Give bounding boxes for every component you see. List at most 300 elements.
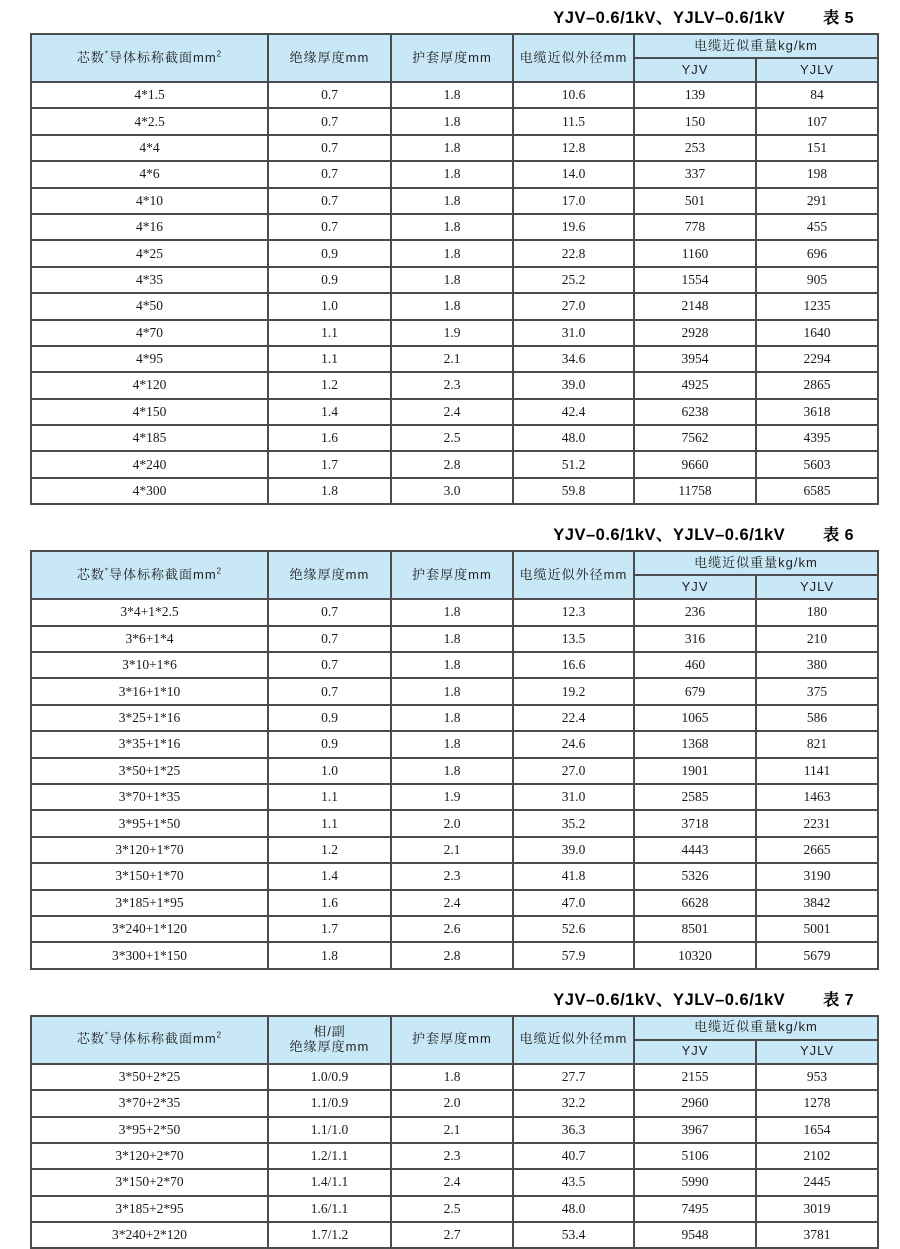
table-cell: 1.8 <box>391 108 513 134</box>
table-cell: 1.4 <box>268 399 391 425</box>
table-cell: 3*120+1*70 <box>31 837 268 863</box>
table-cell: 22.8 <box>513 240 634 266</box>
table-row <box>31 837 878 863</box>
table-cell: 0.9 <box>268 240 391 266</box>
table-cell: 1554 <box>634 267 756 293</box>
table-cell: 198 <box>756 161 878 187</box>
table-cell: 1.8 <box>391 1064 513 1090</box>
table-cell: 151 <box>756 135 878 161</box>
table-cell: 1.7/1.2 <box>268 1222 391 1248</box>
table-cell: 1.2/1.1 <box>268 1143 391 1169</box>
table-cell: 4443 <box>634 837 756 863</box>
table-row <box>31 626 878 652</box>
table-row <box>31 758 878 784</box>
spec-table-6 <box>30 550 879 969</box>
table-cell: 1.6 <box>268 425 391 451</box>
table-cell: 27.7 <box>513 1064 634 1090</box>
col-header-spec: 芯数*导体标称截面$mm^2$ <box>31 551 268 599</box>
table-cell: 3618 <box>756 399 878 425</box>
table-row <box>31 1090 878 1116</box>
table-cell: 460 <box>634 652 756 678</box>
table-cell: 4*120 <box>31 372 268 398</box>
table-cell: 19.6 <box>513 214 634 240</box>
table-cell: 27.0 <box>513 293 634 319</box>
spec-table-7 <box>30 1015 879 1249</box>
table-row <box>31 82 878 108</box>
table-cell: 1.8 <box>391 267 513 293</box>
table-row <box>31 267 878 293</box>
table-cell: 3*150+2*70 <box>31 1169 268 1195</box>
table-cell: 0.7 <box>268 626 391 652</box>
table-cell: 1141 <box>756 758 878 784</box>
col-header-weight-group: 电缆近似重量kg/km <box>634 34 878 58</box>
table-block-7 <box>0 986 900 1249</box>
table-cell: 3*95+2*50 <box>31 1117 268 1143</box>
table-cell: 696 <box>756 240 878 266</box>
table-cell: 3190 <box>756 863 878 889</box>
table-cell: 5990 <box>634 1169 756 1195</box>
table-cell: 2.3 <box>391 1143 513 1169</box>
table-cell: 32.2 <box>513 1090 634 1116</box>
table-cell: 39.0 <box>513 837 634 863</box>
table-cell: 12.8 <box>513 135 634 161</box>
col-header-spec: 芯数*导体标称截面$mm^2$ <box>31 1016 268 1064</box>
table-cell: 53.4 <box>513 1222 634 1248</box>
table-cell: 2.7 <box>391 1222 513 1248</box>
table-cell: 2148 <box>634 293 756 319</box>
table-cell: 3*25+1*16 <box>31 705 268 731</box>
table-cell: 35.2 <box>513 810 634 836</box>
table-cell: 1.0/0.9 <box>268 1064 391 1090</box>
table-cell: 2.3 <box>391 863 513 889</box>
col-header-weight-group: 电缆近似重量kg/km <box>634 1016 878 1040</box>
table-cell: 2294 <box>756 346 878 372</box>
table-cell: 3781 <box>756 1222 878 1248</box>
table-cell: 1368 <box>634 731 756 757</box>
table-cell: 57.9 <box>513 942 634 968</box>
table-cell: 41.8 <box>513 863 634 889</box>
table-cell: 905 <box>756 267 878 293</box>
table-body <box>31 1064 878 1249</box>
table-cell: 4*16 <box>31 214 268 240</box>
table-row <box>31 1143 878 1169</box>
table-row <box>31 293 878 319</box>
table-cell: 316 <box>634 626 756 652</box>
col-header-sheath: 护套厚度mm <box>391 1016 513 1064</box>
table-cell: 0.7 <box>268 135 391 161</box>
table-cell: 2231 <box>756 810 878 836</box>
table-row <box>31 678 878 704</box>
table-cell: 19.2 <box>513 678 634 704</box>
table-row <box>31 161 878 187</box>
table-cell: 2.6 <box>391 916 513 942</box>
table-cell: 1.8 <box>391 293 513 319</box>
table-cell: 2585 <box>634 784 756 810</box>
table-cell: 5679 <box>756 942 878 968</box>
table-cell: 586 <box>756 705 878 731</box>
table-cell: 1065 <box>634 705 756 731</box>
col-header-sheath: 护套厚度mm <box>391 551 513 599</box>
table-cell: 1.1 <box>268 810 391 836</box>
table-title: YJV–0.6/1kV、YJLV–0.6/1kV <box>553 9 786 27</box>
table-cell: 24.6 <box>513 731 634 757</box>
table-row <box>31 320 878 346</box>
table-cell: 6585 <box>756 478 878 504</box>
table-cell: 0.9 <box>268 731 391 757</box>
table-cell: 3*185+1*95 <box>31 890 268 916</box>
table-cell: 6238 <box>634 399 756 425</box>
table-heading <box>0 986 900 1008</box>
table-row <box>31 478 878 504</box>
table-cell: 1.1/0.9 <box>268 1090 391 1116</box>
col-header-yjlv: YJLV <box>756 58 878 82</box>
table-cell: 3*50+1*25 <box>31 758 268 784</box>
col-header-yjlv: YJLV <box>756 1040 878 1064</box>
table-cell: 0.7 <box>268 82 391 108</box>
table-row <box>31 890 878 916</box>
table-cell: 43.5 <box>513 1169 634 1195</box>
table-cell: 10320 <box>634 942 756 968</box>
table-cell: 1.7 <box>268 916 391 942</box>
table-cell: 17.0 <box>513 188 634 214</box>
table-cell: 501 <box>634 188 756 214</box>
table-cell: 1.8 <box>391 678 513 704</box>
table-cell: 9548 <box>634 1222 756 1248</box>
table-cell: 4*6 <box>31 161 268 187</box>
table-cell: 2445 <box>756 1169 878 1195</box>
col-header-diameter: 电缆近似外径mm <box>513 1016 634 1064</box>
table-cell: 4*185 <box>31 425 268 451</box>
table-cell: 1.8 <box>268 478 391 504</box>
table-cell: 3*6+1*4 <box>31 626 268 652</box>
col-header-yjlv: YJLV <box>756 575 878 599</box>
table-cell: 0.9 <box>268 705 391 731</box>
table-cell: 7495 <box>634 1196 756 1222</box>
col-header-diameter: 电缆近似外径mm <box>513 34 634 82</box>
table-cell: 4*150 <box>31 399 268 425</box>
table-cell: 11.5 <box>513 108 634 134</box>
table-cell: 1.2 <box>268 372 391 398</box>
table-cell: 3*150+1*70 <box>31 863 268 889</box>
col-header-diameter: 电缆近似外径mm <box>513 551 634 599</box>
table-header <box>31 551 878 599</box>
table-cell: 47.0 <box>513 890 634 916</box>
table-cell: 1463 <box>756 784 878 810</box>
table-row <box>31 451 878 477</box>
table-cell: 13.5 <box>513 626 634 652</box>
table-cell: 107 <box>756 108 878 134</box>
table-cell: 1.6/1.1 <box>268 1196 391 1222</box>
table-cell: 1.1 <box>268 784 391 810</box>
table-cell: 1160 <box>634 240 756 266</box>
table-cell: 0.7 <box>268 214 391 240</box>
table-cell: 253 <box>634 135 756 161</box>
table-cell: 3954 <box>634 346 756 372</box>
table-cell: 4*2.5 <box>31 108 268 134</box>
table-cell: 3.0 <box>391 478 513 504</box>
table-cell: 2.8 <box>391 451 513 477</box>
table-cell: 5326 <box>634 863 756 889</box>
table-row <box>31 705 878 731</box>
table-cell: 5001 <box>756 916 878 942</box>
table-row <box>31 240 878 266</box>
table-heading <box>0 521 900 543</box>
table-cell: 1.8 <box>391 705 513 731</box>
col-header-spec: 芯数*导体标称截面$mm^2$ <box>31 34 268 82</box>
col-header-yjv: YJV <box>634 1040 756 1064</box>
table-cell: 4925 <box>634 372 756 398</box>
table-cell: 1.8 <box>391 652 513 678</box>
table-cell: 6628 <box>634 890 756 916</box>
table-cell: 1.4/1.1 <box>268 1169 391 1195</box>
table-row <box>31 372 878 398</box>
table-row <box>31 1222 878 1248</box>
table-cell: 1.9 <box>391 320 513 346</box>
table-cell: 3*185+2*95 <box>31 1196 268 1222</box>
table-row <box>31 346 878 372</box>
table-cell: 2.4 <box>391 399 513 425</box>
table-cell: 3*240+1*120 <box>31 916 268 942</box>
table-cell: 22.4 <box>513 705 634 731</box>
table-cell: 821 <box>756 731 878 757</box>
table-cell: 3*35+1*16 <box>31 731 268 757</box>
table-cell: 236 <box>634 599 756 625</box>
table-cell: 4*4 <box>31 135 268 161</box>
table-cell: 1278 <box>756 1090 878 1116</box>
table-title: YJV–0.6/1kV、YJLV–0.6/1kV <box>553 526 786 545</box>
table-cell: 3*70+1*35 <box>31 784 268 810</box>
table-cell: 375 <box>756 678 878 704</box>
table-cell: 1.7 <box>268 451 391 477</box>
table-cell: 2.0 <box>391 810 513 836</box>
table-row <box>31 1196 878 1222</box>
table-cell: 0.9 <box>268 267 391 293</box>
table-row <box>31 784 878 810</box>
table-cell: 3718 <box>634 810 756 836</box>
table-cell: 3*120+2*70 <box>31 1143 268 1169</box>
table-row <box>31 599 878 625</box>
table-cell: 0.7 <box>268 108 391 134</box>
table-cell: 3*50+2*25 <box>31 1064 268 1090</box>
table-cell: 139 <box>634 82 756 108</box>
table-row <box>31 731 878 757</box>
table-cell: 2665 <box>756 837 878 863</box>
table-cell: 337 <box>634 161 756 187</box>
table-cell: 48.0 <box>513 1196 634 1222</box>
table-row <box>31 188 878 214</box>
table-cell: 1.8 <box>391 135 513 161</box>
table-heading <box>0 4 900 26</box>
table-cell: 4*1.5 <box>31 82 268 108</box>
table-cell: 380 <box>756 652 878 678</box>
table-cell: 1.8 <box>391 188 513 214</box>
table-cell: 150 <box>634 108 756 134</box>
table-cell: 12.3 <box>513 599 634 625</box>
table-cell: 1.8 <box>391 758 513 784</box>
table-cell: 59.8 <box>513 478 634 504</box>
table-row <box>31 1117 878 1143</box>
table-block-6 <box>0 521 900 969</box>
table-cell: 1.1/1.0 <box>268 1117 391 1143</box>
table-row <box>31 1169 878 1195</box>
table-cell: 3*240+2*120 <box>31 1222 268 1248</box>
col-header-insulation: 绝缘厚度mm <box>268 34 391 82</box>
table-cell: 1.6 <box>268 890 391 916</box>
table-row <box>31 916 878 942</box>
table-cell: 2.5 <box>391 425 513 451</box>
table-block-5 <box>0 4 900 505</box>
table-row <box>31 399 878 425</box>
table-row <box>31 214 878 240</box>
table-cell: 31.0 <box>513 320 634 346</box>
table-cell: 1.8 <box>268 942 391 968</box>
table-number: 表 6 <box>823 527 854 545</box>
table-cell: 2155 <box>634 1064 756 1090</box>
table-header <box>31 1016 878 1064</box>
col-header-weight-group: 电缆近似重量kg/km <box>634 551 878 575</box>
table-cell: 2.4 <box>391 1169 513 1195</box>
table-cell: 4*35 <box>31 267 268 293</box>
table-cell: 2.4 <box>391 890 513 916</box>
table-cell: 2.5 <box>391 1196 513 1222</box>
table-row <box>31 863 878 889</box>
table-cell: 4*95 <box>31 346 268 372</box>
table-cell: 1.0 <box>268 293 391 319</box>
table-cell: 2.0 <box>391 1090 513 1116</box>
table-cell: 1.9 <box>391 784 513 810</box>
table-cell: 1235 <box>756 293 878 319</box>
table-cell: 4*10 <box>31 188 268 214</box>
table-cell: 3967 <box>634 1117 756 1143</box>
table-cell: 1.1 <box>268 346 391 372</box>
table-cell: 4395 <box>756 425 878 451</box>
table-cell: 2.1 <box>391 346 513 372</box>
table-cell: 16.6 <box>513 652 634 678</box>
table-row <box>31 425 878 451</box>
table-cell: 291 <box>756 188 878 214</box>
table-cell: 1.8 <box>391 214 513 240</box>
table-body <box>31 599 878 968</box>
table-cell: 7562 <box>634 425 756 451</box>
table-cell: 0.7 <box>268 678 391 704</box>
table-cell: 1901 <box>634 758 756 784</box>
table-cell: 3*95+1*50 <box>31 810 268 836</box>
table-cell: 42.4 <box>513 399 634 425</box>
table-cell: 2.1 <box>391 1117 513 1143</box>
table-cell: 1.0 <box>268 758 391 784</box>
table-cell: 3842 <box>756 890 878 916</box>
table-cell: 2.1 <box>391 837 513 863</box>
table-cell: 3*70+2*35 <box>31 1090 268 1116</box>
table-cell: 679 <box>634 678 756 704</box>
table-cell: 10.6 <box>513 82 634 108</box>
table-row <box>31 1064 878 1090</box>
table-cell: 3*10+1*6 <box>31 652 268 678</box>
table-title: YJV–0.6/1kV、YJLV–0.6/1kV <box>553 990 786 1009</box>
table-cell: 48.0 <box>513 425 634 451</box>
table-cell: 0.7 <box>268 599 391 625</box>
table-row <box>31 135 878 161</box>
table-cell: 1654 <box>756 1117 878 1143</box>
table-cell: 14.0 <box>513 161 634 187</box>
table-cell: 3*300+1*150 <box>31 942 268 968</box>
table-cell: 2865 <box>756 372 878 398</box>
table-cell: 4*240 <box>31 451 268 477</box>
table-cell: 8501 <box>634 916 756 942</box>
table-cell: 27.0 <box>513 758 634 784</box>
col-header-insulation: 相/副 绝缘厚度mm <box>268 1016 391 1064</box>
table-cell: 0.7 <box>268 161 391 187</box>
table-cell: 1640 <box>756 320 878 346</box>
table-cell: 52.6 <box>513 916 634 942</box>
table-cell: 4*70 <box>31 320 268 346</box>
col-header-insulation: 绝缘厚度mm <box>268 551 391 599</box>
table-cell: 40.7 <box>513 1143 634 1169</box>
table-cell: 1.8 <box>391 240 513 266</box>
table-cell: 51.2 <box>513 451 634 477</box>
table-cell: 0.7 <box>268 652 391 678</box>
table-cell: 4*50 <box>31 293 268 319</box>
spec-table-5 <box>30 33 879 505</box>
table-cell: 1.8 <box>391 82 513 108</box>
table-row <box>31 108 878 134</box>
table-cell: 3*4+1*2.5 <box>31 599 268 625</box>
table-cell: 778 <box>634 214 756 240</box>
table-cell: 2.3 <box>391 372 513 398</box>
table-cell: 4*25 <box>31 240 268 266</box>
table-cell: 36.3 <box>513 1117 634 1143</box>
table-row <box>31 810 878 836</box>
table-cell: 455 <box>756 214 878 240</box>
col-header-yjv: YJV <box>634 575 756 599</box>
table-number: 表 7 <box>823 991 854 1009</box>
table-cell: 84 <box>756 82 878 108</box>
table-cell: 3019 <box>756 1196 878 1222</box>
table-cell: 9660 <box>634 451 756 477</box>
table-cell: 210 <box>756 626 878 652</box>
table-cell: 4*300 <box>31 478 268 504</box>
table-cell: 1.8 <box>391 626 513 652</box>
table-cell: 2102 <box>756 1143 878 1169</box>
col-header-sheath: 护套厚度mm <box>391 34 513 82</box>
table-cell: 5603 <box>756 451 878 477</box>
table-cell: 2960 <box>634 1090 756 1116</box>
table-cell: 39.0 <box>513 372 634 398</box>
table-cell: 2.8 <box>391 942 513 968</box>
table-cell: 1.8 <box>391 599 513 625</box>
table-cell: 31.0 <box>513 784 634 810</box>
table-cell: 34.6 <box>513 346 634 372</box>
table-row <box>31 652 878 678</box>
table-cell: 1.4 <box>268 863 391 889</box>
table-cell: 1.1 <box>268 320 391 346</box>
table-cell: 180 <box>756 599 878 625</box>
table-body <box>31 82 878 504</box>
table-number: 表 5 <box>823 10 854 27</box>
table-cell: 0.7 <box>268 188 391 214</box>
table-cell: 1.2 <box>268 837 391 863</box>
col-header-yjv: YJV <box>634 58 756 82</box>
table-cell: 953 <box>756 1064 878 1090</box>
table-row <box>31 942 878 968</box>
table-cell: 5106 <box>634 1143 756 1169</box>
table-cell: 1.8 <box>391 161 513 187</box>
table-cell: 1.8 <box>391 731 513 757</box>
table-cell: 2928 <box>634 320 756 346</box>
table-cell: 11758 <box>634 478 756 504</box>
table-cell: 25.2 <box>513 267 634 293</box>
table-cell: 3*16+1*10 <box>31 678 268 704</box>
